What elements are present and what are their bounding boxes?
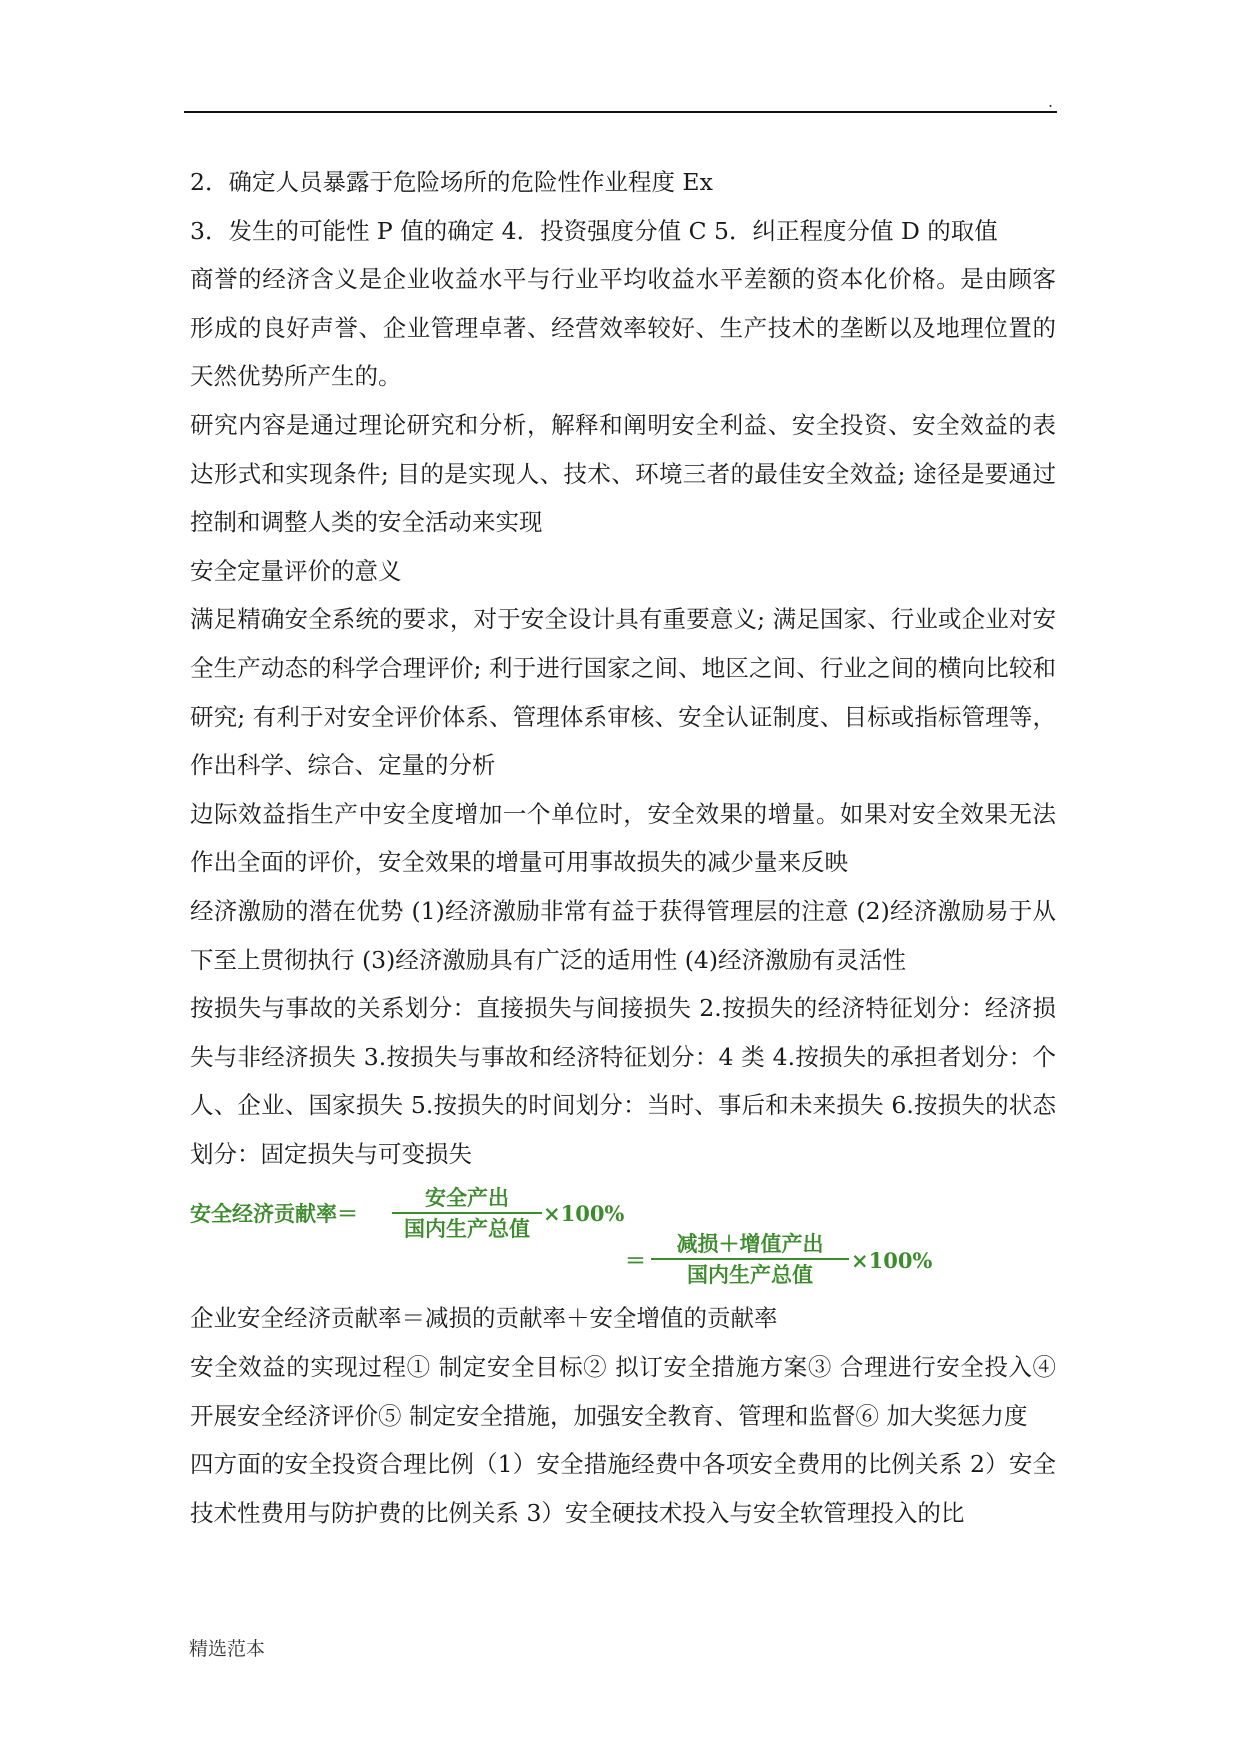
paragraph: 按损失与事故的关系划分：直接损失与间接损失 2.按损失的经济特征划分：经济损失与非经济损失 3.按损失与事故和经济特征划分：4 类 4.按损失的承担者划分：个人、企业、国家损失 5.按损失的时间划分：当时、事后和未来损失 6.按损失的状态划分：固定损失与可变损失	[190, 994, 1056, 1168]
contribution-rate-formula	[190, 1180, 1056, 1298]
formula-percent-2: ×100%	[851, 1248, 933, 1274]
paragraph: 满足精确安全系统的要求，对于安全设计具有重要意义; 满足国家、行业或企业对安全生产动态的科学合理评价; 利于进行国家之间、地区之间、行业之间的横向比较和研究; 有利于对安全评价体系、管理体系审核、安全认证制度、目标或指标管理等，作出科学、综合、定量的分析	[190, 605, 1056, 780]
paragraph: 边际效益指生产中安全度增加一个单位时，安全效果的增量。如果对安全效果无法作出全面的评价，安全效果的增量可用事故损失的减少量来反映	[190, 799, 1056, 877]
formula-equals: ＝	[625, 1248, 646, 1274]
header-mark: .	[1048, 92, 1054, 111]
fraction-2-denominator: 国内生产总值	[687, 1262, 813, 1288]
paragraph: 2．确定人员暴露于危险场所的危险性作业程度 Ex	[190, 168, 713, 196]
paragraph: 四方面的安全投资合理比例（1）安全措施经费中各项安全费用的比例关系 2）安全技术性费用与防护费的比例关系 3）安全硬技术投入与安全软管理投入的比	[190, 1450, 1056, 1527]
paragraph: 企业安全经济贡献率＝减损的贡献率＋安全增值的贡献率	[190, 1304, 778, 1333]
footer-text: 精选范本	[189, 1638, 266, 1660]
paragraph: 经济激励的潜在优势 (1)经济激励非常有益于获得管理层的注意 (2)经济激励易于从下至上贯彻执行 (3)经济激励具有广泛的适用性 (4)经济激励有灵活性	[190, 896, 1056, 974]
paragraph: 3．发生的可能性 P 值的确定 4．投资强度分值 C 5．纠正程度分值 D 的取值	[190, 216, 998, 245]
formula-fraction-1	[392, 1186, 542, 1241]
fraction-1-numerator: 安全产出	[392, 1186, 542, 1214]
formula-fraction-2	[651, 1232, 849, 1287]
paragraph: 商誉的经济含义是企业收益水平与行业平均收益水平差额的资本化价格。是由顾客形成的良好声誉、企业管理卓著、经营效率较好、生产技术的垄断以及地理位置的天然优势所产生的。	[190, 265, 1056, 391]
paragraph: 安全效益的实现过程① 制定安全目标② 拟订安全措施方案③ 合理进行安全投入④ 开展安全经济评价⑤ 制定安全措施，加强安全教育、管理和监督⑥ 加大奖惩力度	[190, 1353, 1056, 1430]
formula-lhs: 安全经济贡献率＝	[190, 1201, 358, 1227]
fraction-2-numerator: 减损＋增值产出	[651, 1232, 849, 1260]
paragraph: 安全定量评价的意义	[190, 556, 402, 585]
header-rule	[184, 111, 1057, 113]
fraction-1-denominator: 国内生产总值	[404, 1216, 530, 1242]
document-body	[190, 158, 1056, 1537]
formula-percent-1: ×100%	[543, 1201, 625, 1227]
paragraph: 研究内容是通过理论研究和分析，解释和阐明安全利益、安全投资、安全效益的表达形式和实现条件; 目的是实现人、技术、环境三者的最佳安全效益; 途径是要通过控制和调整人类的安全活动来实现	[190, 410, 1056, 537]
